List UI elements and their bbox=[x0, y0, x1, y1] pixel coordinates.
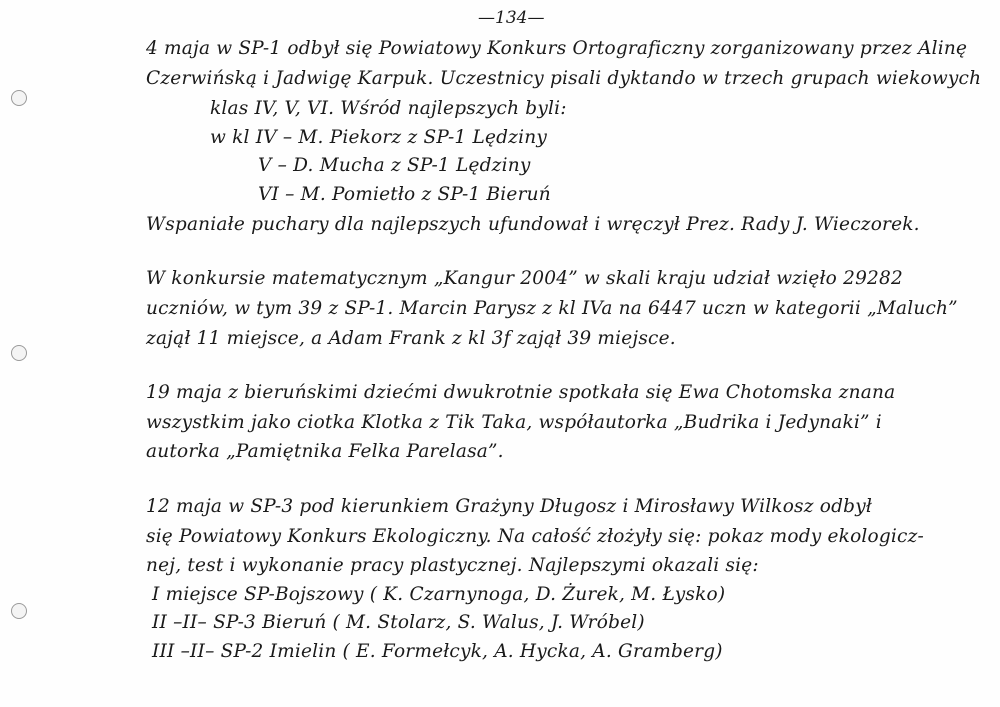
text-line: uczniów, w tym 39 z SP-1. Marcin Parysz z kl IVa na 6447 uczn w kategorii „Maluch” bbox=[146, 298, 958, 319]
text-line: 4 maja w SP-1 odbył się Powiatowy Konkurs Ortograficzny zorganizowany przez Alinę bbox=[146, 38, 968, 59]
text-line: Wspaniałe puchary dla najlepszych ufundował i wręczył Prez. Rady J. Wieczorek. bbox=[146, 214, 920, 235]
text-line: II –II– SP-3 Bieruń ( M. Stolarz, S. Walus, J. Wróbel) bbox=[152, 612, 645, 633]
text-line: się Powiatowy Konkurs Ekologiczny. Na całość złożyły się: pokaz mody ekologicz- bbox=[146, 526, 924, 547]
binder-hole bbox=[11, 90, 27, 106]
text-line: 19 maja z bieruńskimi dziećmi dwukrotnie spotkała się Ewa Chotomska znana bbox=[146, 382, 896, 403]
text-line: autorka „Pamiętnika Felka Parelasa”. bbox=[146, 441, 504, 462]
text-line: wszystkim jako ciotka Klotka z Tik Taka, współautorka „Budrika i Jedynaki” i bbox=[146, 412, 882, 433]
binder-hole bbox=[11, 345, 27, 361]
text-line: zajął 11 miejsce, a Adam Frank z kl 3f zajął 39 miejsce. bbox=[146, 328, 676, 349]
text-line: V – D. Mucha z SP-1 Lędziny bbox=[258, 155, 531, 176]
page-number: —134— bbox=[478, 8, 545, 28]
text-line: 12 maja w SP-3 pod kierunkiem Grażyny Długosz i Mirosławy Wilkosz odbył bbox=[146, 496, 873, 517]
text-line: Czerwińską i Jadwigę Karpuk. Uczestnicy pisali dyktando w trzech grupach wiekowych bbox=[146, 68, 982, 89]
text-line: w kl IV – M. Piekorz z SP-1 Lędziny bbox=[210, 127, 547, 148]
text-line: klas IV, V, VI. Wśród najlepszych byli: bbox=[210, 98, 567, 119]
binder-hole bbox=[11, 603, 27, 619]
text-line: nej, test i wykonanie pracy plastycznej. Najlepszymi okazali się: bbox=[146, 555, 759, 576]
text-line: III –II– SP-2 Imielin ( E. Formełcyk, A. Hycka, A. Gramberg) bbox=[152, 641, 723, 662]
text-line: W konkursie matematycznym „Kangur 2004” w skali kraju udział wzięło 29282 bbox=[146, 268, 903, 289]
text-line: I miejsce SP-Bojszowy ( K. Czarnynoga, D. Żurek, M. Łysko) bbox=[152, 584, 726, 605]
text-line: VI – M. Pomietło z SP-1 Bieruń bbox=[258, 184, 551, 205]
